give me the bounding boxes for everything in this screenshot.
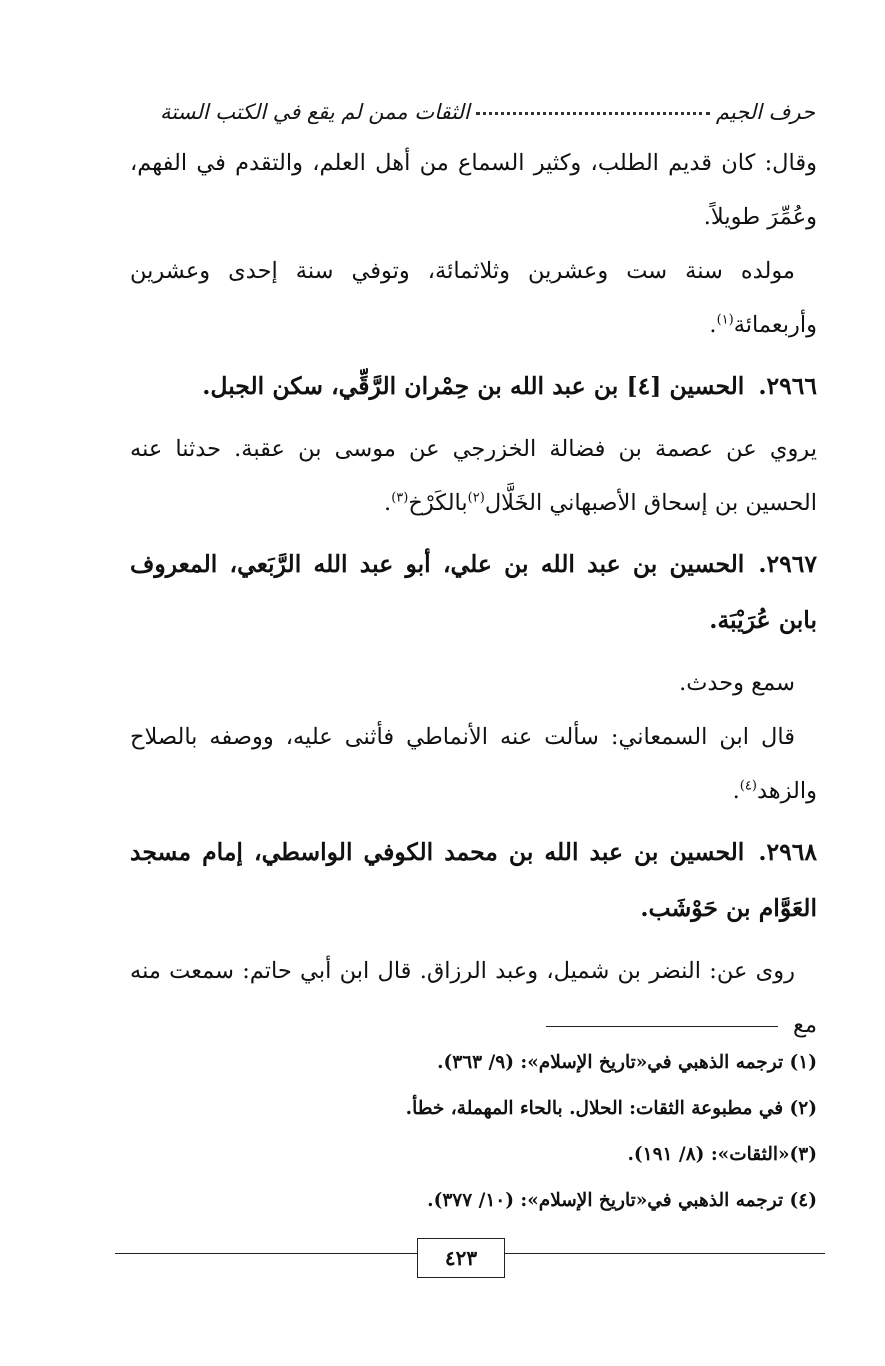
footnote-separator: [546, 1026, 778, 1027]
footnote: (٢) في مطبوعة الثقات: الحلال. بالحاء المهملة، خطأ.: [405, 1098, 817, 1119]
paragraph-text: بالكَرْخ: [408, 490, 468, 516]
paragraph: [130, 244, 817, 352]
entry-heading: [130, 824, 817, 936]
paragraph-end: .: [732, 778, 740, 804]
entry-title: الحسين بن عبد الله بن محمد الكوفي الواسطي، إمام مسجد العَوَّام بن حَوْشَب.: [130, 838, 817, 922]
running-head-chapter: حرف الجيم: [715, 100, 815, 124]
main-text: [130, 136, 817, 1052]
footnotes: [130, 1040, 817, 1224]
bottom-rule-left: [115, 1253, 417, 1254]
entry-heading: [130, 358, 817, 414]
paragraph-end: .: [709, 312, 717, 338]
entry-number: ٢٩٦٧.: [758, 550, 817, 578]
page-number: ٤٢٣: [417, 1238, 505, 1278]
footnote-reference: (٣): [391, 490, 409, 506]
paragraph-text: يروي عن عصمة بن فضالة الخزرجي عن موسى بن عقبة. حدثنا عنه الحسين بن إسحاق الأصبهاني الخَلَّال: [130, 436, 817, 516]
paragraph: [130, 710, 817, 818]
running-head-dot-leader: [476, 112, 710, 115]
footnote: (٣)«الثقات»: (٨/ ١٩١).: [627, 1144, 817, 1165]
entry-number: ٢٩٦٦.: [758, 372, 817, 400]
footnote: (٤) ترجمه الذهبي في«تاريخ الإسلام»: (١٠/ ٣٧٧).: [427, 1190, 817, 1211]
entry-title: الحسين [٤] بن عبد الله بن حِمْران الرَّقِّي، سكن الجبل.: [202, 372, 745, 400]
entry-heading: [130, 536, 817, 648]
bottom-rule-right: [505, 1253, 825, 1254]
paragraph-end: .: [384, 490, 392, 516]
footnote-reference: (١): [716, 312, 734, 328]
entry-title: الحسين بن عبد الله بن علي، أبو عبد الله الرَّبَعي، المعروف بابن عُرَيْبَة.: [130, 550, 817, 634]
paragraph-text: مولده سنة ست وعشرين وثلاثمائة، وتوفي سنة إحدى وعشرين وأربعمائة: [130, 258, 817, 338]
paragraph: روى عن: النضر بن شميل، وعبد الرزاق. قال ابن أبي حاتم: سمعت منه مع: [130, 958, 817, 1038]
paragraph: [130, 422, 817, 530]
footnote: (١) ترجمه الذهبي في«تاريخ الإسلام»: (٩/ ٣٦٣).: [437, 1052, 817, 1073]
paragraph: سمع وحدث.: [679, 670, 795, 696]
paragraph-text: قال ابن السمعاني: سألت عنه الأنماطي فأثنى عليه، ووصفه بالصلاح والزهد: [130, 724, 817, 804]
footnote-reference: (٤): [739, 778, 757, 794]
running-head-book-title: الثقات ممن لم يقع في الكتب الستة: [160, 100, 470, 124]
footnote-reference: (٢): [467, 490, 485, 506]
running-head: [160, 84, 815, 124]
paragraph: وقال: كان قديم الطلب، وكثير السماع من أهل العلم، والتقدم في الفهم، وعُمِّرَ طويلاً.: [130, 150, 817, 230]
entry-number: ٢٩٦٨.: [758, 838, 817, 866]
